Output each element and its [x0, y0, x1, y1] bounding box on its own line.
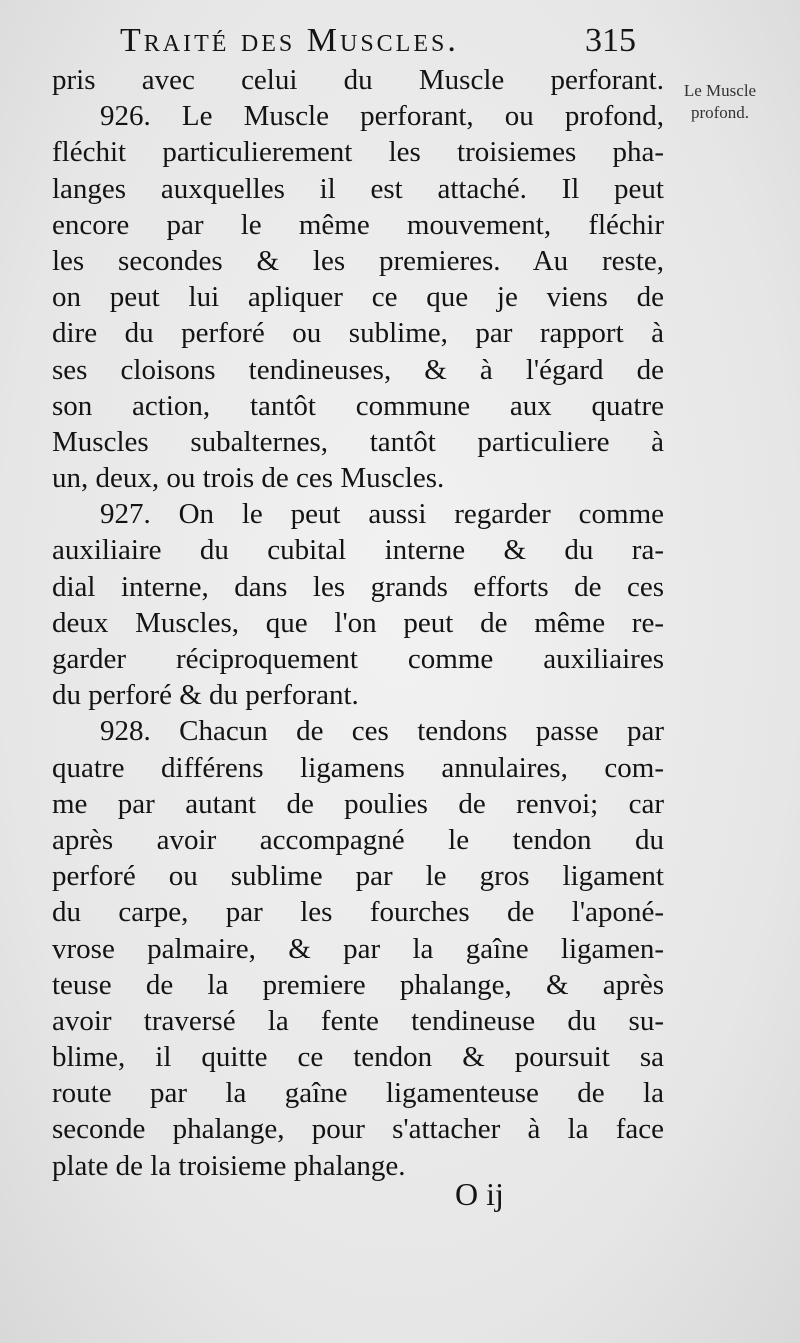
paragraph-926-end: un, deux, ou trois de ces Muscles.: [52, 462, 445, 495]
paragraph-928-start: 928. Chacun de ces tendons passe par: [100, 715, 664, 748]
page-number: 315: [585, 22, 636, 59]
paragraph-927-start: 927. On le peut aussi regarder comme: [100, 498, 664, 531]
text-line: route par la gaîne ligamenteuse de la: [52, 1077, 664, 1110]
text-line: garder réciproquement comme auxiliaires: [52, 643, 664, 675]
paragraph-928-end: plate de la troisieme phalange.: [52, 1149, 406, 1182]
text-line: me par autant de poulies de renvoi; car: [52, 787, 664, 820]
margin-note: Le Muscle profond.: [683, 81, 757, 122]
text-line: auxiliaire du cubital interne & du ra-: [52, 534, 664, 567]
paragraph-927-end: du perforé & du perforant.: [52, 679, 359, 712]
text-line: encore par le même mouvement, fléchir: [52, 208, 664, 241]
text-line: dial interne, dans les grands efforts de ces: [52, 570, 664, 603]
text-line: deux Muscles, que l'on peut de même re-: [52, 606, 664, 639]
text-line: seconde phalange, pour s'attacher à la face: [52, 1113, 664, 1146]
text-line: Muscles subalternes, tantôt particuliere à: [52, 425, 664, 458]
text-line: quatre différens ligamens annulaires, com-: [52, 751, 664, 784]
running-title: Traité des Muscles.: [120, 22, 459, 59]
text-line: fléchit particulierement les troisiemes pha-: [52, 136, 664, 169]
text-line: perforé ou sublime par le gros ligament: [52, 860, 664, 893]
text-line: dire du perforé ou sublime, par rapport à: [52, 317, 664, 350]
body-text: [52, 62, 664, 1184]
text-line: après avoir accompagné le tendon du: [52, 823, 664, 856]
paragraph-926-start: 926. Le Muscle perforant, ou profond,: [100, 100, 664, 133]
text-line: avoir traversé la fente tendineuse du su-: [52, 1004, 664, 1037]
text-line: langes auxquelles il est attaché. Il peut: [52, 172, 664, 205]
text-line: vrose palmaire, & par la gaîne ligamen-: [52, 932, 664, 965]
text-line: blime, il quitte ce tendon & poursuit sa: [52, 1041, 664, 1074]
signature-mark: O ij: [455, 1176, 504, 1212]
text-line: ses cloisons tendineuses, & à l'égard de: [52, 353, 664, 386]
text-line: son action, tantôt commune aux quatre: [52, 389, 664, 422]
text-line: on peut lui apliquer ce que je viens de: [52, 281, 664, 314]
text-line: teuse de la premiere phalange, & après: [52, 968, 664, 1001]
text-line: du carpe, par les fourches de l'aponé-: [52, 896, 664, 929]
text-line: pris avec celui du Muscle perforant.: [52, 64, 664, 96]
text-line: les secondes & les premieres. Au reste,: [52, 244, 664, 277]
